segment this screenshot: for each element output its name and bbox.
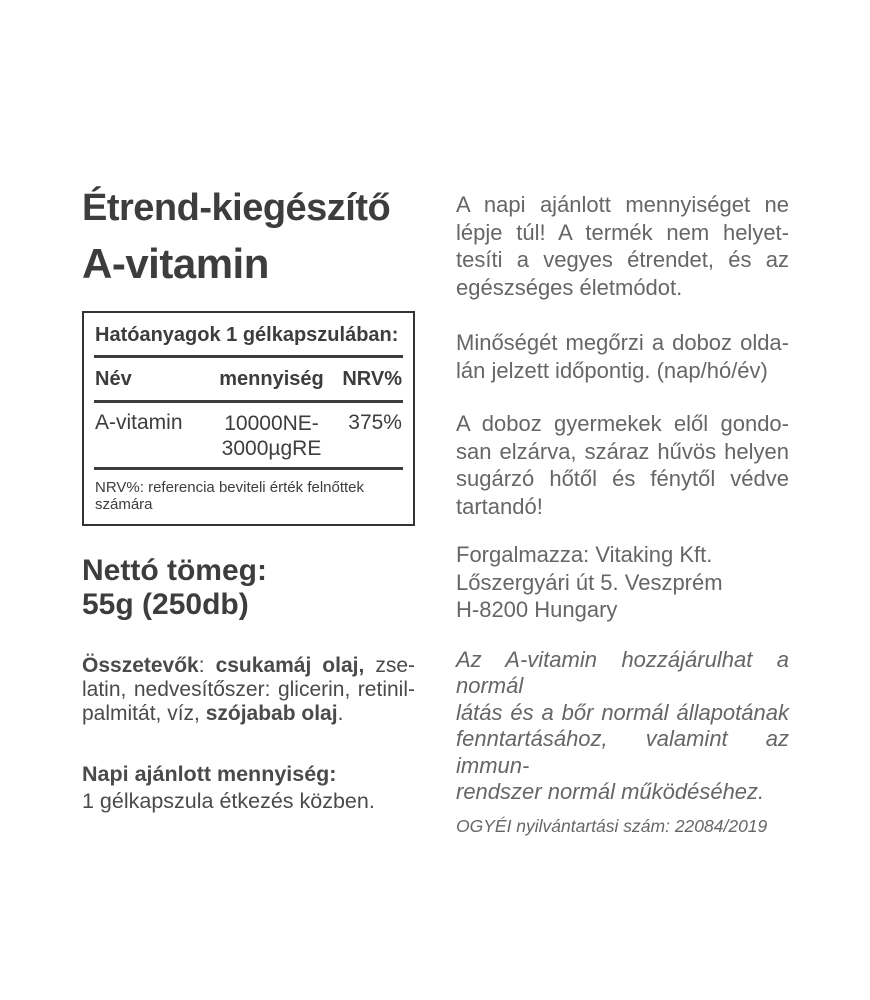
- ingredients-paragraph: [82, 654, 415, 726]
- registration-number: OGYÉI nyilvántartási szám: 22084/2019: [456, 815, 768, 836]
- column-header-name: Név: [95, 368, 132, 390]
- text-line: látás és a bőr normál állapotának: [456, 699, 789, 725]
- amount-line: 3000µgRE: [221, 437, 322, 460]
- text-line: [82, 654, 415, 678]
- daily-dose-title: Napi ajánlott mennyiség:: [82, 762, 337, 786]
- storage-paragraph: [456, 410, 789, 520]
- warning-paragraph: [456, 191, 789, 301]
- product-name-heading: A-vitamin: [82, 240, 269, 287]
- text-line: [82, 702, 415, 726]
- net-weight-value: 55g (250db): [82, 588, 249, 621]
- column-header-nrv: NRV%: [342, 368, 402, 390]
- right-column: [456, 191, 789, 837]
- text-line: rendszer normál működéséhez.: [456, 779, 765, 804]
- health-claim-paragraph: [456, 647, 789, 806]
- text-line: Lőszergyári út 5. Veszprém: [456, 569, 723, 595]
- net-weight-block: [82, 554, 415, 622]
- distributor-block: [456, 541, 789, 624]
- amount-line: 10000NE-: [224, 412, 319, 435]
- text-segment: palmitát, víz,: [82, 702, 206, 725]
- text-line: A napi ajánlott mennyiséget ne: [456, 192, 789, 217]
- active-ingredients-table: [82, 311, 415, 526]
- text-segment: zse-: [364, 654, 416, 677]
- text-line: Minőségét megőrzi a doboz olda-: [456, 330, 789, 355]
- text-line: Forgalmazza: Vitaking Kft.: [456, 542, 713, 567]
- text-line: tesíti a vegyes étrendet, és az: [456, 247, 789, 272]
- text-line: egészséges életmódot.: [456, 274, 683, 300]
- text-segment: csukamáj olaj,: [215, 654, 365, 677]
- text-segment: latin, nedvesítőszer: glicerin, retinil-: [82, 678, 415, 701]
- table-title: Hatóanyagok 1 gélkapszulában:: [95, 324, 399, 346]
- text-line: sugárzó hőtől és fénytől védve: [456, 466, 789, 491]
- text-line: H-8200 Hungary: [456, 597, 618, 622]
- ingredient-amount-cell: [218, 411, 325, 461]
- text-segment: :: [198, 654, 216, 677]
- net-weight-title: Nettó tömeg:: [82, 554, 267, 587]
- table-header-row: [92, 358, 405, 400]
- quality-paragraph: [456, 329, 789, 384]
- text-line: fenntartásához, valamint az immun-: [456, 726, 789, 778]
- table-footnote: NRV%: referencia beviteli érték felnőttek számára: [95, 479, 365, 513]
- text-segment: .: [337, 702, 344, 725]
- text-line: A doboz gyermekek elől gondo-: [456, 411, 789, 436]
- text-line: [82, 678, 415, 702]
- text-line: lán jelzett időpontig. (nap/hó/év): [456, 357, 768, 383]
- table-row: [92, 403, 405, 467]
- text-line: Az A-vitamin hozzájárulhat a normál: [456, 646, 789, 698]
- ingredient-name-cell: A-vitamin: [95, 411, 183, 434]
- text-line: tartandó!: [456, 493, 543, 519]
- daily-dose-value: 1 gélkapszula étkezés közben.: [82, 789, 375, 813]
- left-column: [82, 186, 415, 815]
- text-segment: Összetevők: [82, 654, 199, 677]
- text-line: san elzárva, száraz hűvös helyen: [456, 438, 789, 464]
- ingredient-nrv-cell: 375%: [348, 411, 402, 434]
- text-line: lépje túl! A termék nem helyet-: [456, 219, 789, 245]
- column-header-amount: mennyiség: [219, 368, 324, 390]
- text-segment: szójabab olaj: [205, 702, 338, 725]
- product-category-heading: Étrend-kiegészítő: [82, 187, 391, 229]
- daily-dose-block: [82, 761, 415, 815]
